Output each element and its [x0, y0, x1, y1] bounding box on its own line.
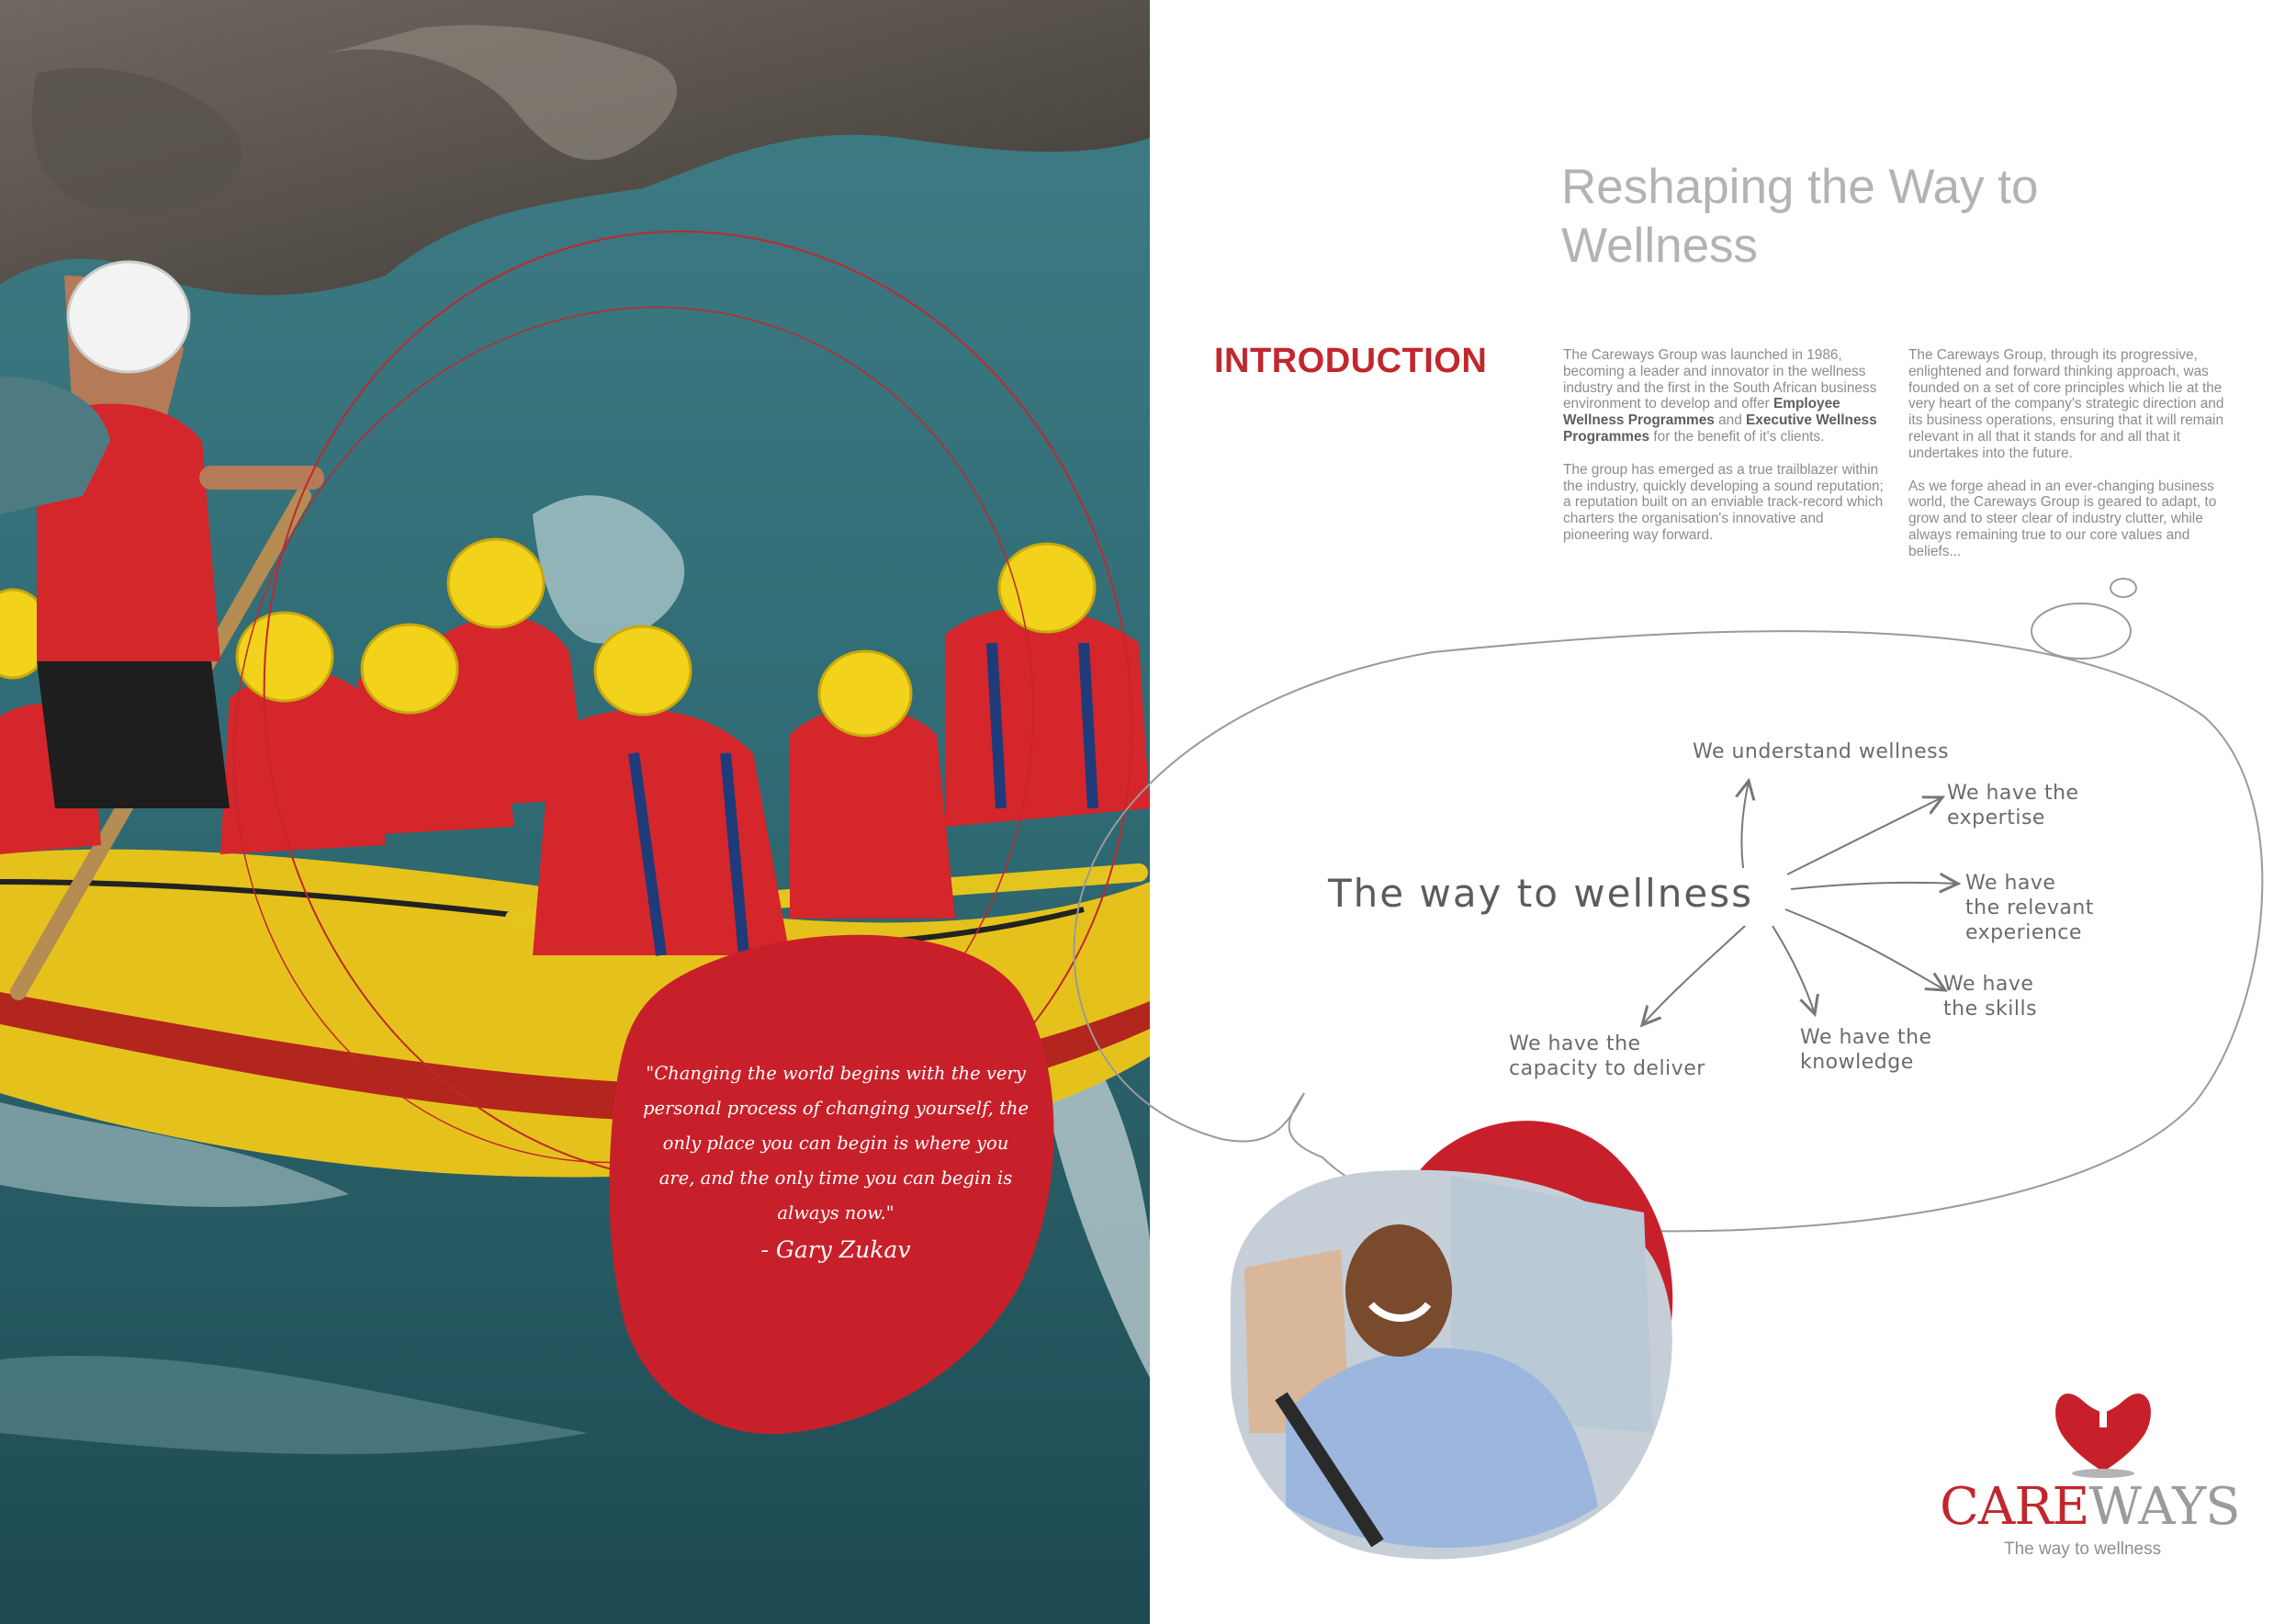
arrow-understand — [1741, 781, 1749, 868]
employee-programmes-term: Employee Wellness Programmes — [1563, 396, 1840, 429]
logo-ways: WAYS — [2088, 1477, 2240, 1537]
arrow-experience — [1791, 883, 1958, 889]
mindmap-experience: We have the relevant experience — [1965, 872, 2094, 944]
careways-heart-icon — [2055, 1382, 2151, 1478]
quote-author: - Gary Zukav — [760, 1236, 911, 1263]
intro-paragraph-2: The group has emerged as a true trailblazer within the industry, quickly developing a sound reputation; a reputation built on an enviable track-record which charters the organisation's innovative and pioneering way forward. — [1563, 461, 1884, 543]
logo-care: CARE — [1940, 1477, 2089, 1537]
mindmap-understand: We understand wellness — [1693, 740, 1950, 763]
arrow-expertise — [1787, 797, 1942, 874]
careways-logo — [1940, 1477, 2240, 1537]
quote-text: "Changing the world begins with the very personal process of changing yourself, the only place you can begin is where you are, and the only time you can begin is always now." — [643, 1063, 1029, 1224]
executive-programmes-term: Executive Wellness Programmes — [1563, 412, 1877, 445]
arrow-capacity — [1642, 926, 1745, 1025]
page-title: Reshaping the Way to Wellness — [1561, 160, 2039, 273]
section-heading: INTRODUCTION — [1214, 342, 1488, 380]
intro-paragraph-1: The Careways Group was launched in 1986, becoming a leader and innovator in the wellness industry and the first in the South African business environment to develop and offer Employee Wellness Programmes and Executive Wellness Programmes for the benefit of it's clients. — [1563, 347, 1877, 445]
mindmap-skills: We have the skills — [1943, 973, 2038, 1021]
thought-dot-large — [2032, 603, 2131, 659]
logo-tagline: The way to wellness — [2004, 1539, 2162, 1559]
arrow-knowledge — [1773, 926, 1815, 1014]
portrait-photo — [1231, 1170, 1672, 1560]
intro-paragraph-3: The Careways Group, through its progressive, enlightened and forward thinking approach, was founded on a set of core principles which lie at the very heart of the company's strategic direction and its business operations, ensuring that it will remain relevant in all that it stands for and all that it undertakes into the future. — [1908, 347, 2224, 461]
mindmap-knowledge: We have the knowledge — [1800, 1026, 1932, 1074]
mindmap-expertise: We have the expertise — [1947, 782, 2079, 829]
mindmap-center: The way to wellness — [1328, 871, 1754, 916]
mindmap-capacity: We have the capacity to deliver — [1509, 1032, 1705, 1080]
thought-dot-small — [2110, 579, 2136, 597]
intro-paragraph-4: As we forge ahead in an ever-changing business world, the Careways Group is geared to adapt, to grow and to steer clear of industry clutter, while always remaining true to our core values and beliefs... — [1908, 478, 2217, 559]
arrow-skills — [1785, 909, 1945, 990]
